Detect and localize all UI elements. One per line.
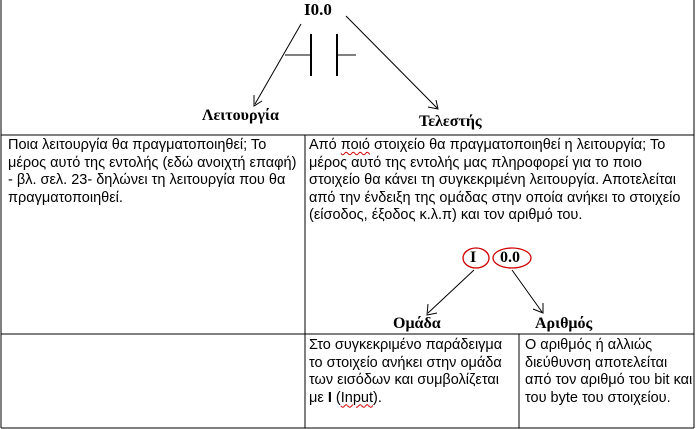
input-word: Input bbox=[340, 389, 373, 406]
arrow-to-operand bbox=[346, 16, 438, 109]
label-group: Ομάδα bbox=[393, 315, 441, 332]
label-number: Αριθμός bbox=[535, 315, 593, 332]
operand-text-start: Από bbox=[309, 137, 341, 153]
operand-text-rest: στοιχείο θα πραγματοποιηθεί η λειτουργία; Το μέρος αυτό της εντολής μας πληροφορεί για το ποιο στοιχείο θα κάνει τη συγκεκριμένη λειτουργία. Αποτελείται από την ένδειξη της ομάδας στην οποία ανήκει το στοιχείο (είσοδος, έξοδος κ.λ.π) και τον αριθμό του. bbox=[309, 137, 681, 223]
label-operand: Τελεστής bbox=[419, 113, 482, 130]
normally-open-contact-symbol bbox=[285, 34, 356, 76]
group-explanation-text: Στο συγκεκριμένο παράδειγμα το στοιχείο ανήκει στην ομάδα των εισόδων και συμβολίζεται με bbox=[309, 337, 503, 406]
group-explanation bbox=[309, 337, 517, 407]
function-description: Ποια λειτουργία θα πραγματοποιηθεί; Το μέρος αυτό της εντολής (εδώ ανοιχτή επαφή) - βλ. σελ. 23- δηλώνει τη λειτουργία που θα πραγματοποιηθεί. bbox=[8, 137, 297, 206]
operand-misspelled-word: ποιό bbox=[340, 137, 370, 153]
paren-close: ). bbox=[373, 389, 382, 406]
group-letter: I bbox=[470, 249, 477, 266]
operand-description bbox=[309, 137, 691, 225]
arrow-to-group bbox=[427, 270, 474, 315]
group-symbol: I bbox=[327, 389, 332, 406]
number-explanation: Ο αριθμός ή αλλιώς διεύθυνση αποτελείται από τον αριθμό του bit και του byte του στοιχείου. bbox=[525, 337, 693, 406]
label-function: Λειτουργία bbox=[202, 107, 279, 124]
arrow-to-function bbox=[254, 24, 301, 106]
address-number: 0.0 bbox=[500, 249, 520, 266]
arrow-to-number bbox=[512, 270, 543, 313]
paren-open: ( bbox=[331, 389, 341, 406]
address-title: I0.0 bbox=[304, 0, 332, 19]
